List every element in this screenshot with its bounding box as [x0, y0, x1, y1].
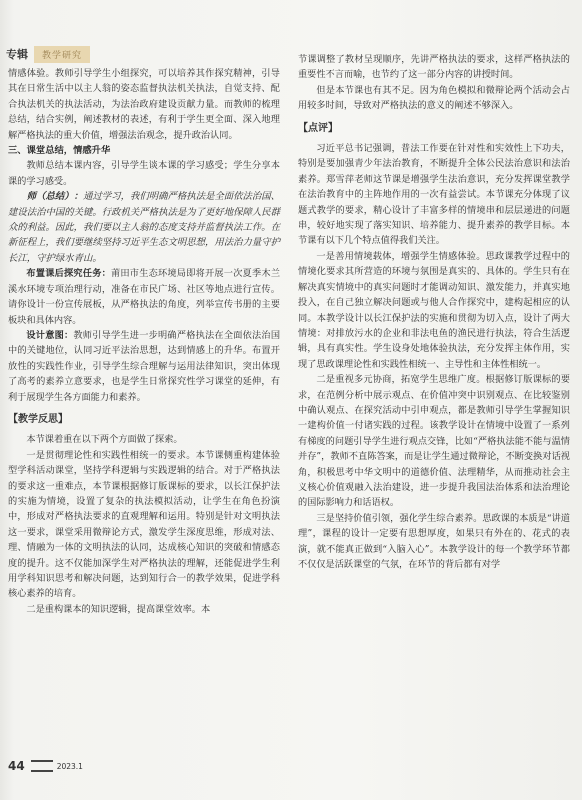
section-label: 专辑 — [6, 48, 28, 61]
paragraph: 节课调整了教材呈现顺序，先讲严格执法的要求，这样严格执法的重要性不言而喻，也节约了这一部分内容的讲授时间。 — [298, 54, 570, 81]
paragraph: 一是贯彻理论性和实践性相统一的要求。本节课侧重构建体验型学科活动课堂，坚持学科逻辑与实践逻辑的结合。对于严格执法的要求这一重难点，本节课根据修订版课标的要求，以长江保护法的实施为情境，设置了复杂的执法模拟活动，让学生在角色扮演中，形成对严格执法要求的直观理解和运用。特别是针对文明执法这一要求，课堂采用微辩论方式，激发学生深度思维，形成对法、理、情融为一体的文明执法的认同，达成核心知识的突破和情感态度的提升。这不仅能加深学生对严格执法的理解，还能促进学生利用学科知识思考和解决问题，达到知行合一的教学效果，促进学科核心素养的培育。 — [8, 449, 280, 600]
inline-label: 设计意图： — [26, 329, 74, 341]
section-heading-comment: 【点评】 — [298, 122, 338, 134]
page-number: 44 — [8, 759, 25, 773]
paragraph: 三是坚持价值引领，强化学生综合素养。思政课的本质是“讲道理”，课程的设计一定要有思想厚度，如果只有外在的、花式的表演，就不能真正做到“入脑入心”。本教学设计的每一个教学环节都不仅仅是活跃课堂的气氛，在环节的背后都有对学 — [298, 512, 570, 570]
paragraph: 一是善用情境载体，增强学生情感体验。思政课教学过程中的情境化要求其所营造的环境与氛围是真实的、具体的。学生只有在解决真实情境中的真实问题时才能调动知识、激发能力，并真实地投入，在自己独立解决问题或与他人合作探究中，建构起相应的认同。本教学设计以长江保护法的实施和贯彻为切入点，设计了两大情境：对排放污水的企业和非法电鱼的渔民进行执法，符合生活逻辑，具有真实性。学生设身处地体验执法，充分发挥主体作用，实现了思政课理论性和实践性相统一、主导性和主体性相统一。 — [298, 250, 570, 370]
paragraph: 二是重视多元协商，拓宽学生思维广度。根据修订版课标的要求，在范例分析中展示观点、在价值冲突中识别观点、在比较鉴别中确认观点、在探究活动中引申观点，都是教师引导学生掌握知识一建构价值一付诸实践的过程。该教学设计在情境中设置了一系列有梯度的问题引导学生进行观点交锋，比如“严格执法能不能与温情并存”，教师不直陈答案，而是让学生通过微辩论，不断变换对话视角，积极思考中华文明中的道德价值、法理精华，从而推动社会主义核心价值观融入法治建设，进一步提升我国法治体系和法治理论的国际影响力和话语权。 — [298, 374, 570, 509]
section-tag: 教学研究 — [34, 46, 90, 63]
paragraph-text: 教师引导学生进一步明确严格执法在全面依法治国中的关键地位，认同习近平法治思想，达到情感上的升华。布置开放性的实践性作业，引导学生综合理解与运用法律知识，突出体现了高考的素养立意要求，也是学生日常探究性学习课堂的延伸，有利于展现学生各方面能力和素养。 — [8, 329, 281, 403]
paragraph: 情感体验。教师引导学生小组探究，可以培养其作探究精神，引导其在日常生活中以主人翁的姿态监督执法机关执法，自觉支持、配合执法机关的执法活动，为法治政府建设贡献力量。而教师的梳理总结，结合实例，阐述教材的表述，有利于学生更全面、深入地理解严格执法的重大价值，增强法治观念，提升政治认同。 — [8, 68, 280, 141]
issue-label: 2023.1 — [56, 761, 83, 771]
paragraph: 但是本节课也有其不足。因为角色模拟和微辩论两个活动会占用较多时间，导致对严格执法的意义的阐述不够深入。 — [298, 84, 570, 112]
paragraph: 习近平总书记强调，普法工作要在针对性和实效性上下功夫，特别是要加强青少年法治教育，不断提升全体公民法治意识和法治素养。郑雪萍老师这节课是增强学生法治意识，充分发挥课堂教学在法治教育中的主阵地作用的一次有益尝试。本节课充分体现了议题式教学的要求，精心设计了丰富多样的情境串和层层递进的问题串，较好地实现了落实知识、培养能力、提升素养的教学目标。本节课有以下几个特点值得我们关注。 — [298, 143, 570, 247]
paragraph: 教师总结本课内容，引导学生谈本课的学习感受；学生分享本课的学习感受。 — [8, 160, 280, 187]
section-heading-reflection: 【教学反思】 — [8, 413, 68, 425]
subheading: 三、课堂总结，情感升华 — [8, 145, 111, 157]
left-column — [8, 66, 280, 617]
teacher-summary-text: 通过学习，我们明确严格执法是全面依法治国、建设法治中国的关键。行政机关严格执法是为了更好地保障人民群众的利益。因此，我们要以主人翁的态度支持并监督执法工作。在新征程上，我们要继续坚持习近平生态文明思想，用法治力量守护长江，守护绿水青山。 — [8, 191, 280, 264]
inline-label: 布置课后探究任务： — [26, 268, 111, 280]
speaker-label: 师（总结）： — [26, 191, 84, 203]
paragraph — [8, 266, 280, 328]
paragraph: 本节课着重在以下两个方面做了探索。 — [26, 434, 183, 446]
teacher-summary — [8, 189, 280, 266]
page-header — [0, 44, 300, 64]
paragraph-text: 莆田市生态环境局即将开展一次夏季木兰溪水环境专项治理行动，准备在市民广场、社区等地点进行宣传。请你设计一份宣传展板，从严格执法的角度，列举宣传书册的主要板块和具体内容。 — [8, 268, 281, 326]
paragraph: 二是重构课本的知识逻辑，提高课堂效率。本 — [26, 603, 211, 615]
page-footer — [8, 759, 83, 773]
magazine-logo-icon — [31, 760, 53, 772]
paragraph — [8, 328, 280, 405]
right-column — [298, 52, 570, 572]
